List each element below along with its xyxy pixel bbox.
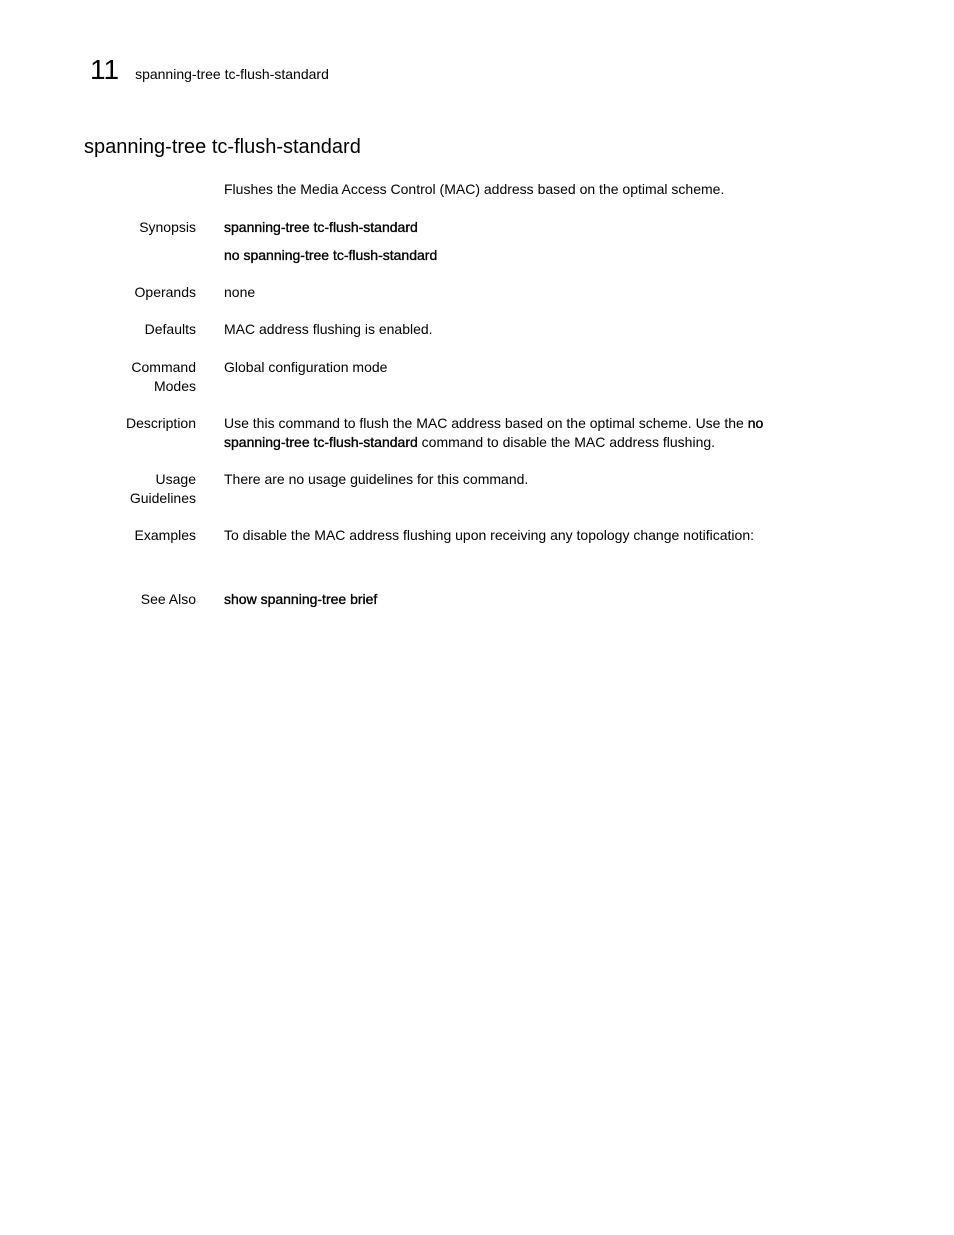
running-title: spanning-tree tc-flush-standard (135, 66, 329, 82)
usage-guidelines-label-line2: Guidelines (129, 490, 196, 506)
usage-guidelines-label-line1: Usage (155, 471, 196, 487)
command-modes-text: Global configuration mode (224, 359, 388, 375)
page-header (90, 54, 329, 90)
synopsis-command: spanning-tree tc-flush-standard (224, 219, 418, 235)
see-also-label: See Also (140, 591, 196, 607)
command-modes-label-line1: Command (131, 359, 196, 375)
see-also-link[interactable]: show spanning-tree brief (224, 591, 378, 607)
defaults-label: Defaults (144, 321, 196, 337)
command-modes-label-line2: Modes (153, 378, 196, 394)
section-intro: Flushes the Media Access Control (MAC) address based on the optimal scheme. (224, 181, 725, 197)
section-title: spanning-tree tc-flush-standard (84, 136, 361, 158)
synopsis-no-command: no spanning-tree tc-flush-standard (224, 247, 438, 263)
description-body (224, 414, 814, 452)
description-text-after: command to disable the MAC address flushing. (417, 434, 716, 450)
description-command: no spanning-tree tc-flush-standard (224, 415, 764, 450)
synopsis-body (224, 218, 814, 265)
command-modes-label (66, 358, 196, 396)
description-label: Description (125, 415, 196, 431)
operands-label: Operands (134, 284, 196, 300)
operands-text: none (224, 284, 256, 300)
usage-guidelines-text: There are no usage guidelines for this command. (224, 471, 529, 487)
usage-guidelines-label (66, 470, 196, 508)
examples-text: To disable the MAC address flushing upon receiving any topology change notification: (224, 527, 754, 543)
see-also-body (224, 590, 814, 609)
description-text-before: Use this command to flush the MAC address based on the optimal scheme. Use the (224, 415, 748, 431)
synopsis-label: Synopsis (139, 219, 196, 235)
examples-label: Examples (134, 527, 196, 543)
defaults-text: MAC address flushing is enabled. (224, 321, 433, 337)
chapter-number: 11 (90, 54, 120, 85)
